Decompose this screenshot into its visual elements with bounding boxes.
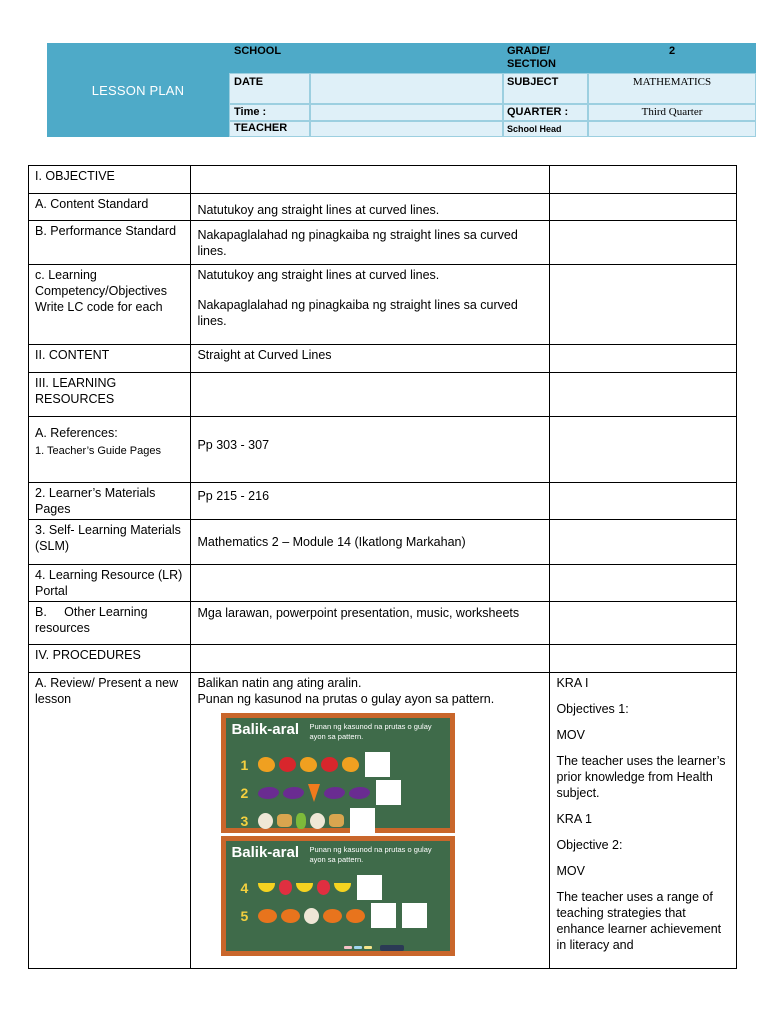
kra-1-label: KRA I [556, 676, 589, 690]
review-boards [197, 713, 543, 956]
review-label: A. Review/ Present a new lesson [29, 673, 191, 969]
performance-standard-label: B. Performance Standard [29, 221, 191, 265]
board-title: Balik-aral [231, 721, 299, 738]
content-label: II. CONTENT [29, 345, 191, 373]
table-row [29, 166, 737, 194]
content-text: Straight at Curved Lines [191, 345, 550, 373]
chalk-icon [354, 946, 362, 949]
objective-notes [550, 166, 737, 194]
competency-text-2: Nakapaglalahad ng pinagkaiba ng straight lines sa curved lines. [197, 298, 518, 328]
board-instructions: Punan ng kasunod na prutas o gulay ayon sa pattern. [309, 722, 432, 741]
procedures-cell [191, 645, 550, 673]
lr-portal-cell [191, 565, 550, 602]
teachers-guide-pages: Pp 303 - 307 [191, 417, 550, 483]
mango-icon [258, 757, 275, 772]
performance-standard-notes [550, 221, 737, 265]
lesson-plan-table [28, 165, 737, 969]
table-row [29, 194, 737, 221]
lr-portal-notes [550, 565, 737, 602]
grade-section-label: GRADE/ SECTION [507, 45, 556, 70]
table-row [29, 565, 737, 602]
table-row [29, 345, 737, 373]
table-row [29, 645, 737, 673]
balik-aral-board [221, 836, 455, 956]
lr-portal-label: 4. Learning Resource (LR) Portal [29, 565, 191, 602]
answer-box[interactable] [402, 903, 427, 928]
mov-2-label: MOV [556, 864, 585, 878]
banana-icon [296, 883, 313, 892]
table-row [29, 673, 737, 969]
procedures-label: IV. PROCEDURES [29, 645, 191, 673]
board-instructions: Punan ng kasunod na prutas o gulay ayon sa pattern. [309, 845, 432, 864]
pattern-number: 4 [240, 879, 249, 896]
school-head-label: School Head [507, 124, 562, 134]
competency-label: c. Learning Competency/Objectives Write LC code for each [29, 265, 191, 345]
references-notes [550, 417, 737, 483]
table-row [29, 602, 737, 645]
lesson-plan-title: LESSON PLAN [91, 82, 185, 98]
review-line-2: Punan ng kasunod na prutas o gulay ayon sa pattern. [197, 692, 495, 706]
pattern-row [240, 903, 427, 928]
garlic-icon [304, 908, 319, 924]
mov-2-description: The teacher uses a range of teaching strategies that enhance learner achievement in literacy and [556, 890, 722, 952]
references-cell [29, 417, 191, 483]
pattern-row [240, 875, 382, 900]
resources-cell [191, 373, 550, 417]
resources-notes [550, 373, 737, 417]
slm-label: 3. Self- Learning Materials (SLM) [29, 520, 191, 565]
answer-box[interactable] [357, 875, 382, 900]
ginger-icon [277, 814, 292, 827]
pattern-number: 1 [240, 756, 249, 773]
table-row [29, 221, 737, 265]
banana-icon [334, 883, 351, 892]
kra-2-label: KRA 1 [556, 812, 592, 826]
pepper-icon [296, 813, 306, 829]
table-row [29, 373, 737, 417]
objective-label: I. OBJECTIVE [29, 166, 191, 194]
apple-icon [321, 757, 338, 772]
banana-icon [258, 883, 275, 892]
pattern-number: 2 [240, 784, 249, 801]
content-standard-label: A. Content Standard [29, 194, 191, 221]
grade-section-value: 2 [668, 45, 676, 57]
chalk-icon [364, 946, 372, 949]
mov-1-description: The teacher uses the learner’s prior knowledge from Health subject. [556, 754, 726, 800]
strawberry-icon [317, 880, 330, 895]
objective-cell [191, 166, 550, 194]
board-title: Balik-aral [231, 844, 299, 861]
mango-icon [300, 757, 317, 772]
other-resources-notes [550, 602, 737, 645]
pattern-row [240, 808, 375, 833]
table-row [29, 417, 737, 483]
table-row [29, 265, 737, 345]
procedures-notes [550, 645, 737, 673]
mango-icon [342, 757, 359, 772]
slm-text: Mathematics 2 – Module 14 (Ikatlong Markahan) [191, 520, 550, 565]
lm-notes [550, 483, 737, 520]
content-notes [550, 345, 737, 373]
learners-materials-label: 2. Learner’s Materials Pages [29, 483, 191, 520]
pumpkin-icon [346, 909, 365, 923]
apple-icon [279, 757, 296, 772]
ginger-icon [329, 814, 344, 827]
pattern-row [240, 780, 401, 805]
answer-box[interactable] [376, 780, 401, 805]
eraser-icon [380, 945, 404, 951]
garlic-icon [258, 813, 273, 829]
eggplant-icon [283, 787, 304, 799]
pattern-number: 3 [240, 812, 249, 829]
objective-1-label: Objectives 1: [556, 702, 629, 716]
lesson-plan-header [47, 43, 756, 137]
objective-2-label: Objective 2: [556, 838, 623, 852]
pattern-row [240, 752, 390, 777]
school-label: SCHOOL [234, 45, 282, 57]
resources-label: III. LEARNING RESOURCES [29, 373, 191, 417]
time-field[interactable] [310, 104, 503, 121]
answer-box[interactable] [371, 903, 396, 928]
carrot-icon [308, 784, 320, 802]
garlic-icon [310, 813, 325, 829]
balik-aral-board [221, 713, 455, 833]
other-resources-label: B. Other Learning resources [29, 602, 191, 645]
subject-label: SUBJECT [507, 76, 559, 88]
quarter-label: QUARTER : [507, 106, 569, 118]
subject-value: MATHEMATICS [632, 76, 712, 88]
performance-standard-text: Nakapaglalahad ng pinagkaiba ng straight lines sa curved lines. [191, 221, 550, 265]
pumpkin-icon [258, 909, 277, 923]
eggplant-icon [258, 787, 279, 799]
content-standard-text: Natutukoy ang straight lines at curved lines. [191, 194, 550, 221]
quarter-value: Third Quarter [641, 106, 703, 118]
school-head-field[interactable] [588, 121, 756, 137]
content-standard-notes [550, 194, 737, 221]
answer-box[interactable] [350, 808, 375, 833]
date-field[interactable] [310, 73, 503, 104]
review-notes [550, 673, 737, 969]
table-row [29, 483, 737, 520]
eggplant-icon [349, 787, 370, 799]
date-label: DATE [234, 76, 264, 88]
pumpkin-icon [281, 909, 300, 923]
pattern-number: 5 [240, 907, 249, 924]
pumpkin-icon [323, 909, 342, 923]
table-row [29, 520, 737, 565]
learners-materials-pages: Pp 215 - 216 [191, 483, 550, 520]
competency-notes [550, 265, 737, 345]
review-line-1: Balikan natin ang ating aralin. [197, 676, 362, 690]
time-label: Time : [234, 106, 267, 118]
other-resources-text: Mga larawan, powerpoint presentation, music, worksheets [191, 602, 550, 645]
competency-text-1: Natutukoy ang straight lines at curved lines. [197, 268, 440, 282]
slm-notes [550, 520, 737, 565]
teachers-guide-label: 1. Teacher’s Guide Pages [35, 445, 161, 457]
chalk-icon [344, 946, 352, 949]
teacher-label: TEACHER [234, 122, 288, 134]
eggplant-icon [324, 787, 345, 799]
strawberry-icon [279, 880, 292, 895]
competency-cell [191, 265, 550, 345]
references-label: A. References: [35, 426, 118, 440]
teacher-field[interactable] [310, 121, 503, 137]
review-cell [191, 673, 550, 969]
answer-box[interactable] [365, 752, 390, 777]
mov-1-label: MOV [556, 728, 585, 742]
